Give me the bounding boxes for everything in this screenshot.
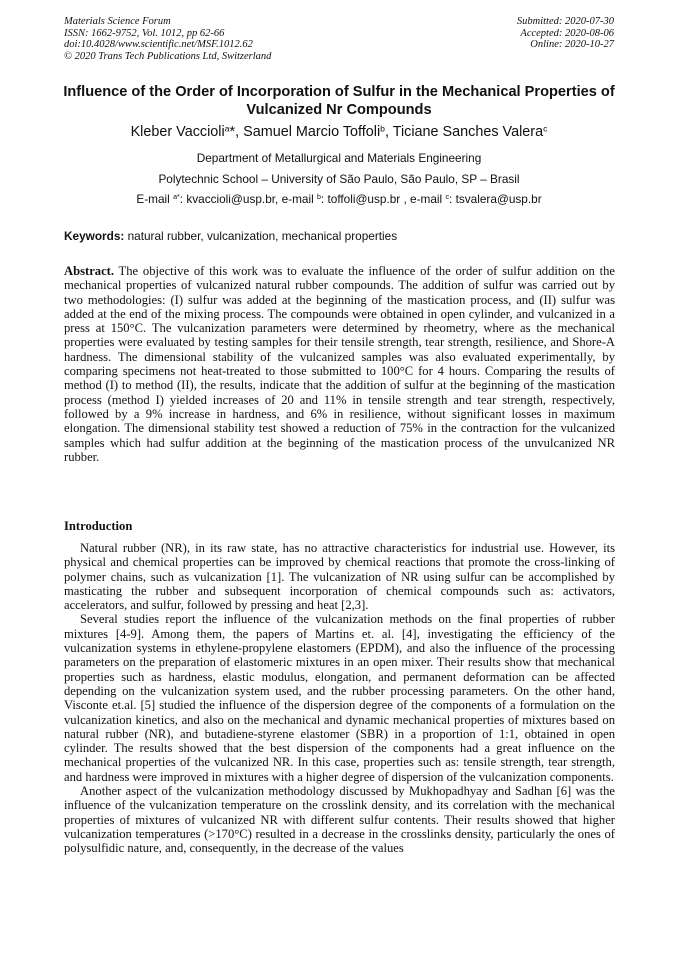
submission-dates (517, 16, 614, 51)
accepted-date: Accepted: 2020-08-06 (520, 27, 614, 39)
journal-copyright: © 2020 Trans Tech Publications Ltd, Switzerland (64, 50, 272, 62)
journal-info (64, 16, 271, 62)
submitted-date: Submitted: 2020-07-30 (516, 16, 614, 27)
author-name: Kleber Vaccioli (130, 124, 225, 140)
introduction-body (64, 541, 615, 856)
author-emails (40, 192, 638, 206)
paragraph: Another aspect of the vulcanization methodology discussed by Mukhopadhyay and Sadhan [6] was the influence of the vulcanization temperature on the crosslink density, and its correlation with the mechanical properties of mixtures of vulcanized NR with different sulfur contents. Their results showed that higher vulcanization temperatures (>170°C) resulted in a decrease in the crosslinks density, particularly the ones of polysulfidic nature, and, consequently, in the decrease of the values (64, 784, 615, 856)
email-c[interactable]: : tsvalera@usp.br (449, 192, 542, 206)
email-a[interactable]: : kvaccioli@usp.br, e-mail (179, 192, 314, 206)
online-date: Online: 2020-10-27 (530, 39, 614, 51)
affiliation-department: Department of Metallurgical and Materials Engineering (196, 151, 482, 165)
author-separator: *, (229, 124, 244, 140)
email-mark-a: a* (173, 193, 180, 202)
keywords-text: natural rubber, vulcanization, mechanical properties (124, 229, 398, 243)
journal-doi[interactable]: doi:10.4028/www.scientific.net/MSF.1012.62 (64, 39, 253, 51)
author-affil-mark: c (543, 123, 548, 134)
author-affil-mark: b (380, 123, 385, 134)
journal-name: Materials Science Forum (64, 16, 171, 27)
keywords-label: Keywords: (64, 229, 125, 243)
author-separator: , (384, 124, 393, 140)
author-name: Samuel Marcio Toffoli (243, 124, 381, 140)
paragraph: Several studies report the influence of the vulcanization methods on the final properties of rubber mixtures [4-9]. Among them, the papers of Martins et. al. [4], investigating the efficiency of the vulcanization systems in ethylene-propylene elastomers (EPDM), and also the influence of the processing parameters on the preparation of elastomeric mixtures in an open mixer. Their results show that mechanical properties such as hardness, elastic modulus, elongation, and permanent deformation can be affected depending on the vulcanization system used, and the rubber processing parameters. On the other hand, Visconte et.al. [5] studied the influence of the dispersion degree of the components of a formulation on the vulcanization kinetics, and also on the mechanical and dynamic mechanical properties of mixtures based on natural rubber (NR), and butadiene-styrene elastomer (SBR) in a proportion of 1:1, obtained in open cylinder. The results showed that the best dispersion of the components had a great influence on the mechanical properties of the vulcanized NR. In this case, properties such as: tensile strength, tear strength, and hardness were improved in mixtures with a higher degree of dispersion of the vulcanization components. (64, 612, 615, 784)
abstract-text: The objective of this work was to evaluate the influence of the order of sulfur addition on the mechanical properties of vulcanized natural rubber compounds. The addition of sulfur was carried out by two methodologies: (I) sulfur was added at the beginning of the mastication process, and (II) sulfur was added at the end of the mixing process. The compounds were obtained in open cylinder, and vulcanized in a press at 150°C. The vulcanization parameters were determined by rheometry, where as the mechanical properties were evaluated by testing samples for their tensile strength, tear strength, resilience, and Shore-A hardness. The dimensional stability of the vulcanized samples was also evaluated experimentally, by comparing specimens not heat-treated to those submitted to 100°C for 4 hours. Comparing the results of method (I) to method (II), the results, indicate that the addition of sulfur at the beginning of the mastication process (method I) yielded increases of 20 and 11% in tensile strength and tear strength, respectively, followed by a 9% increase in hardness, and 6% in resilience, without significant losses in maximum elongation. The dimensional stability test showed a reduction of 75% in the contraction for the vulcanized samples which had sulfur addition at the beginning of the mastication process of the unvulcanized NR rubber. (64, 264, 615, 464)
paragraph: Natural rubber (NR), in its raw state, has no attractive characteristics for industrial use. However, its physical and chemical properties can be improved by chemical reactions that promote the cross-linking of polymer chains, such as vulcanization [1]. The vulcanization of NR using sulfur can be accomplished by masticating the rubber and subsequent incorporation of chemical compounds such as: activators, accelerators, and sulfur, followed by pressing and heat [2,3]. (64, 541, 615, 613)
journal-issn: ISSN: 1662-9752, Vol. 1012, pp 62-66 (64, 27, 225, 39)
abstract-label: Abstract. (64, 264, 115, 278)
keywords (64, 229, 616, 243)
author-list (30, 123, 648, 141)
author-name: Ticiane Sanches Valera (392, 124, 544, 140)
affiliation-school: Polytechnic School – University of São Paulo, São Paulo, SP – Brasil (158, 172, 520, 186)
email-prefix: E-mail (136, 192, 170, 206)
email-mark-c: c (445, 193, 450, 202)
introduction-heading: Introduction (64, 519, 133, 533)
email-b[interactable]: : toffoli@usp.br , e-mail (320, 192, 443, 206)
email-mark-b: b (316, 193, 321, 202)
paper-title: Influence of the Order of Incorporation of Sulfur in the Mechanical Properties of Vulcanized Nr Compounds (63, 84, 615, 118)
author-affil-mark: a (224, 123, 230, 134)
abstract (64, 264, 615, 464)
